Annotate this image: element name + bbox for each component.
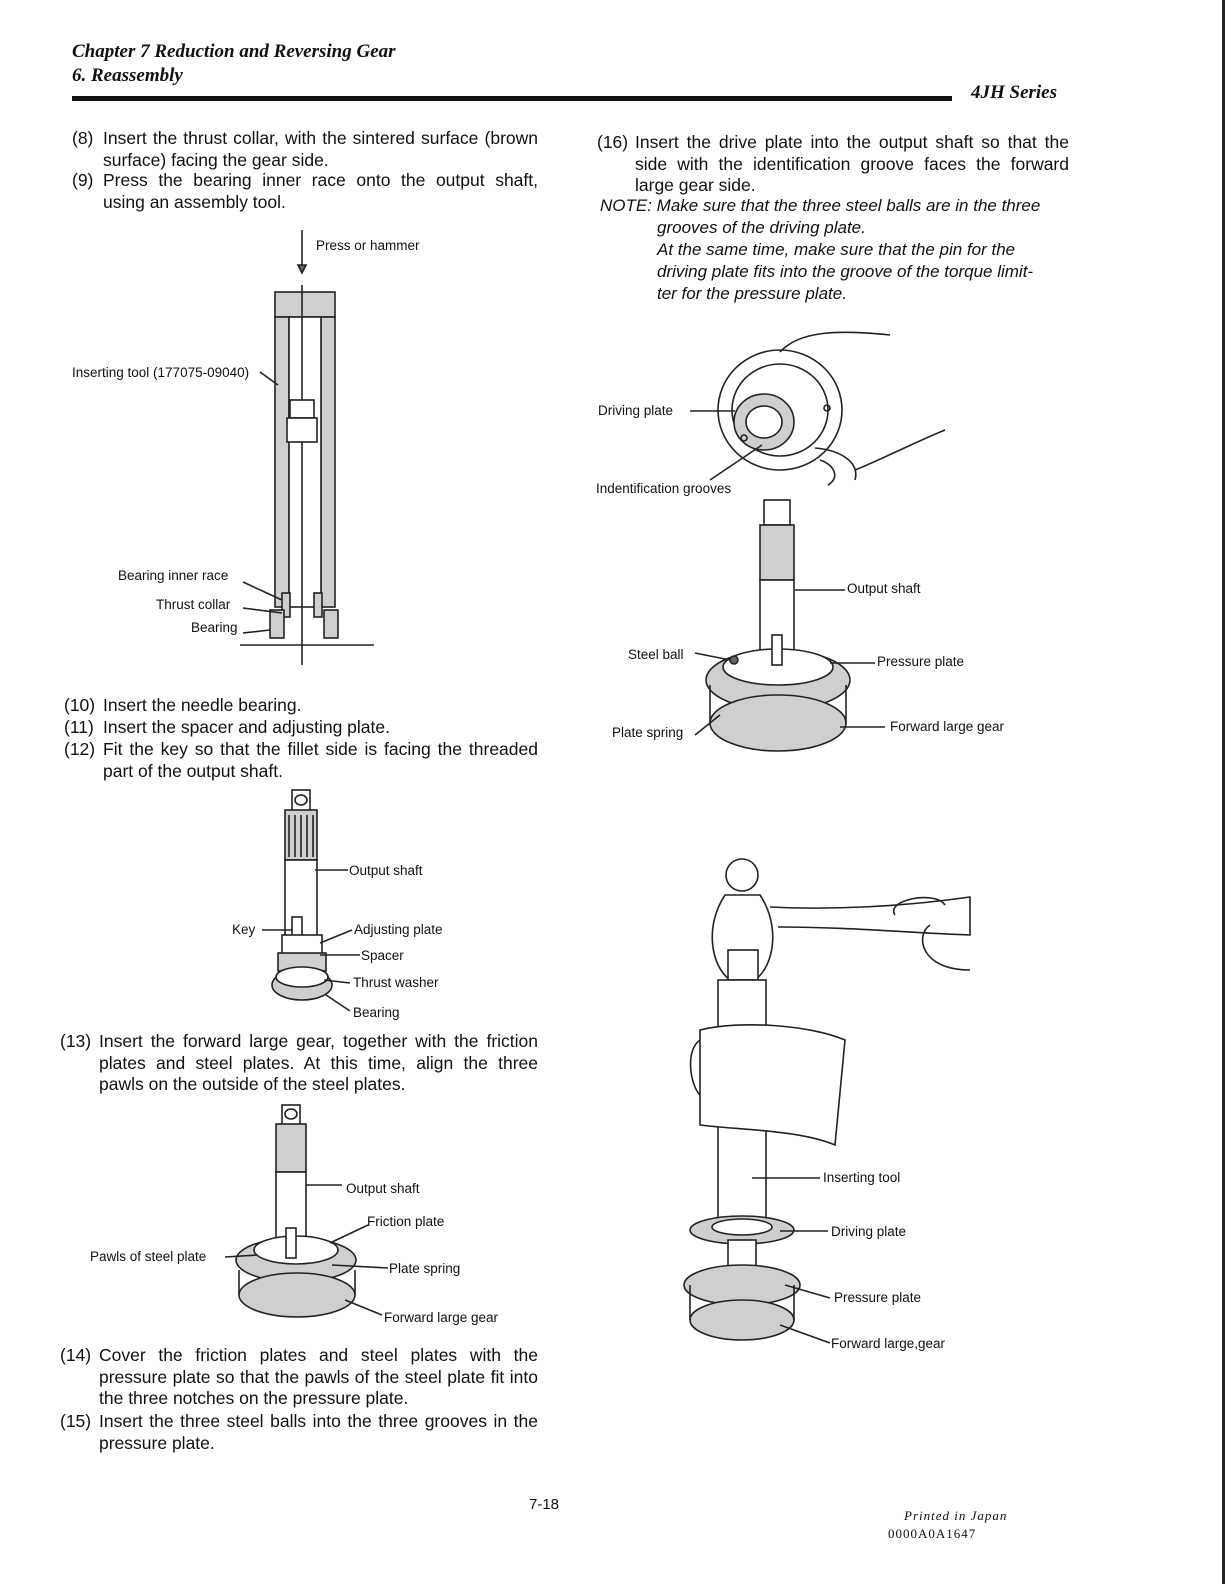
label-inserting-tool: Inserting tool xyxy=(823,1170,901,1185)
note-line: grooves of the driving plate. xyxy=(657,218,866,237)
step-text: Press the bearing inner race onto the output shaft, using an assembly tool. xyxy=(103,170,538,212)
figure-hammer-inserting-tool xyxy=(680,855,1000,1355)
label-bearing-inner-race: Bearing inner race xyxy=(118,568,229,583)
label-thrust-collar: Thrust collar xyxy=(156,597,231,612)
step-text: Insert the needle bearing. xyxy=(103,695,302,715)
step-number: (16) xyxy=(597,132,629,152)
step-number: (8) xyxy=(72,128,94,148)
page-number: 7-18 xyxy=(529,1496,560,1513)
label-plate-spring: Plate spring xyxy=(389,1261,461,1276)
label-pawls: Pawls of steel plate xyxy=(90,1249,207,1264)
label-plate-spring: Plate spring xyxy=(612,725,684,740)
step-number: (9) xyxy=(72,170,94,190)
step-13 xyxy=(60,1031,538,1096)
step-number: (13) xyxy=(60,1031,92,1051)
label-forward-gear: Forward large,gear xyxy=(831,1336,946,1351)
step-text: Insert the spacer and adjusting plate. xyxy=(103,717,390,737)
label-grooves: Indentification grooves xyxy=(596,481,732,496)
series-label: 4JH Series xyxy=(970,82,1057,103)
label-friction-plate: Friction plate xyxy=(367,1214,445,1229)
step-number: (14) xyxy=(60,1345,92,1365)
figure-inserting-tool xyxy=(60,225,480,675)
label-adjusting-plate: Adjusting plate xyxy=(354,922,443,937)
label-pressure-plate: Pressure plate xyxy=(834,1290,922,1305)
label-output-shaft: Output shaft xyxy=(346,1181,420,1196)
step-14 xyxy=(60,1345,538,1410)
step-8 xyxy=(72,128,538,171)
step-text: Insert the three steel balls into the three grooves in the pressure plate. xyxy=(99,1411,538,1453)
section-title: 6. Reassembly xyxy=(72,65,183,86)
step-9 xyxy=(72,170,538,213)
step-text: Insert the thrust collar, with the sintered surface (brown surface) facing the gear side. xyxy=(103,128,538,170)
running-header xyxy=(72,40,396,88)
label-bearing: Bearing xyxy=(353,1005,400,1020)
label-forward-gear: Forward large gear xyxy=(890,719,1005,734)
step-number: (10) xyxy=(64,695,96,715)
note-line: NOTE: Make sure that the three steel balls are in the three xyxy=(600,196,1041,215)
label-inserting-tool: Inserting tool (177075-09040) xyxy=(72,365,250,380)
figure-driving-plate xyxy=(680,320,960,500)
label-pressure-plate: Pressure plate xyxy=(877,654,965,669)
step-text: Cover the friction plates and steel plates with the pressure plate so that the pawls of the steel plate fit into the three notches on the pressure plate. xyxy=(99,1345,538,1408)
chapter-title: Chapter 7 Reduction and Reversing Gear xyxy=(72,41,396,62)
step-number: (11) xyxy=(64,717,94,737)
step-16 xyxy=(597,132,1069,197)
step-11 xyxy=(64,717,538,739)
header-rule xyxy=(72,96,952,101)
note xyxy=(600,195,1072,305)
label-driving-plate: Driving plate xyxy=(831,1224,907,1239)
step-number: (12) xyxy=(64,739,96,759)
label-bearing: Bearing xyxy=(191,620,238,635)
step-15 xyxy=(60,1411,538,1454)
step-number: (15) xyxy=(60,1411,92,1431)
step-10 xyxy=(64,695,538,717)
label-spacer: Spacer xyxy=(361,948,404,963)
step-12 xyxy=(64,739,538,782)
label-thrust-washer: Thrust washer xyxy=(353,975,439,990)
step-text: Fit the key so that the fillet side is facing the threaded part of the output shaft. xyxy=(103,739,538,781)
label-press: Press or hammer xyxy=(316,238,420,253)
label-output-shaft: Output shaft xyxy=(847,581,921,596)
printed-in-japan: Printed in Japan xyxy=(904,1508,1008,1523)
note-line: At the same time, make sure that the pin for the xyxy=(657,240,1016,259)
note-line: ter for the pressure plate. xyxy=(657,284,847,303)
label-steel-ball: Steel ball xyxy=(628,647,684,662)
label-output-shaft: Output shaft xyxy=(349,863,423,878)
document-code: 0000A0A1647 xyxy=(888,1526,977,1541)
figure-output-shaft-assembly xyxy=(700,495,900,765)
label-driving-plate: Driving plate xyxy=(598,403,674,418)
step-text: Insert the forward large gear, together with the friction plates and steel plates. At this time, align the three pawls on the outside of the steel plates. xyxy=(99,1031,538,1094)
note-line: driving plate fits into the groove of the torque limit- xyxy=(657,262,1034,281)
label-forward-gear: Forward large gear xyxy=(384,1310,499,1325)
step-text: Insert the drive plate into the output shaft so that the side with the identification groove faces the forward large gear side. xyxy=(635,132,1069,195)
label-key: Key xyxy=(232,922,256,937)
